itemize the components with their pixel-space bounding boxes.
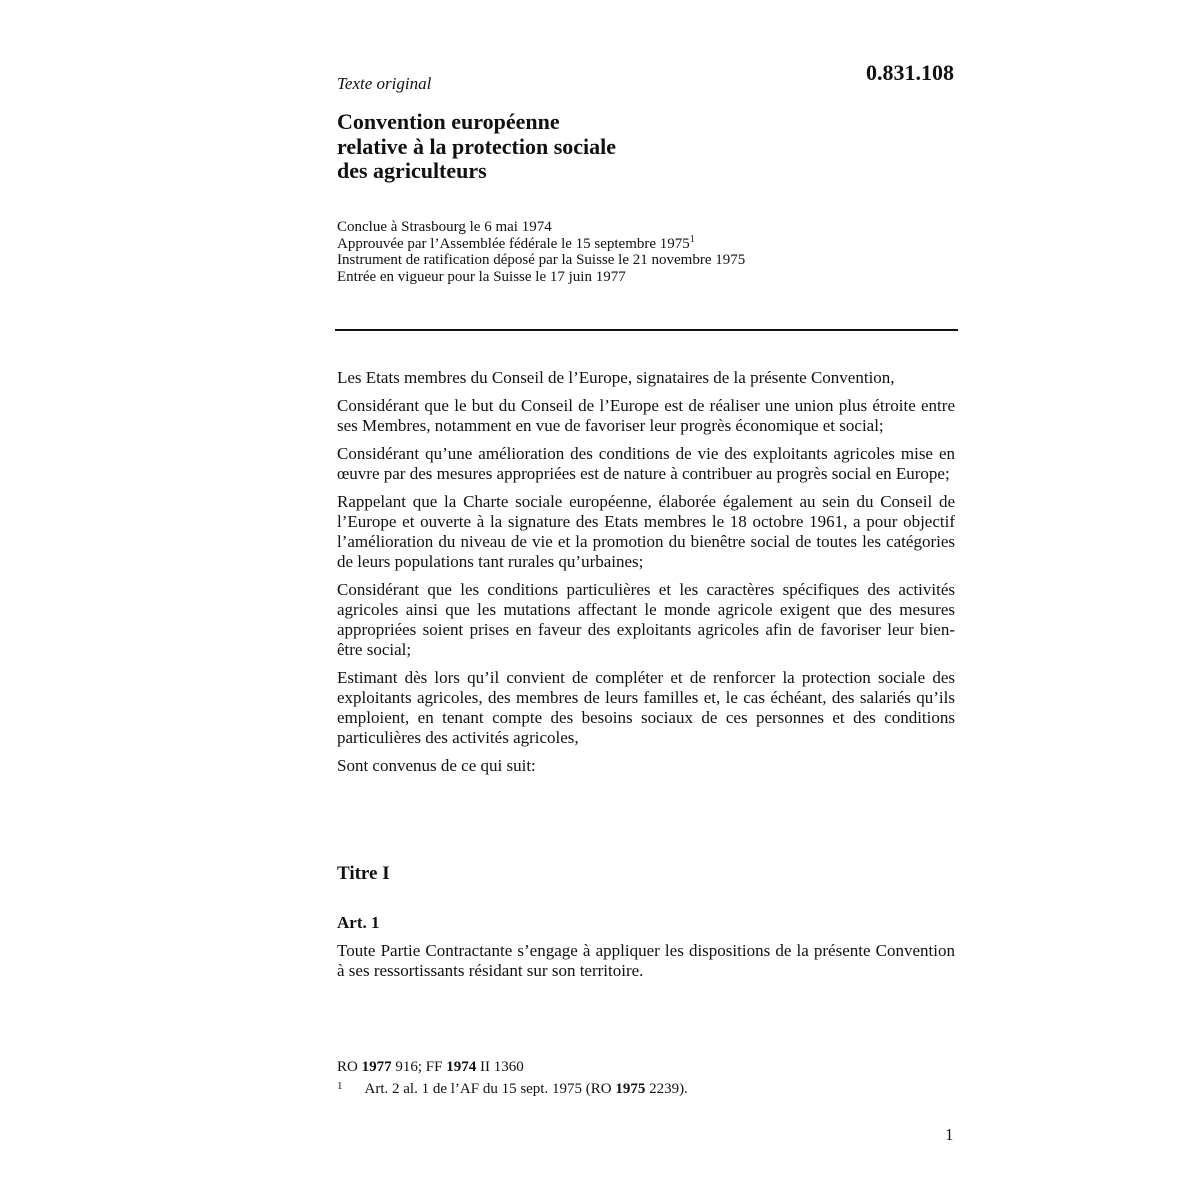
preamble-paragraph: Considérant que le but du Conseil de l’Europe est de réaliser une union plus étroite entre ses Membres, notamment en vue de favoriser leur progrès économique et social; xyxy=(337,396,955,435)
preamble-paragraph: Sont convenus de ce qui suit: xyxy=(337,756,536,775)
document-number: 0.831.108 xyxy=(866,60,954,85)
preamble xyxy=(337,368,955,784)
title-line: relative à la protection sociale xyxy=(337,133,617,159)
meta-line: Conclue à Strasbourg le 6 mai 1974 xyxy=(337,219,552,235)
preamble-paragraph: Considérant qu’une amélioration des conditions de vie des exploitants agricoles mise en œuvre par des mesures appropriées est de nature à contribuer au progrès social en Europe; xyxy=(337,444,955,483)
meta-line: Entrée en vigueur pour la Suisse le 17 juin 1977 xyxy=(337,268,626,285)
preamble-paragraph: Considérant que les conditions particulières et les caractères spécifiques des activités agricoles ainsi que les mutations affectant le monde agricole exigent que des mesures appropriées soient prises en faveur des exploitants agricoles afin de favoriser leur bien-être social; xyxy=(337,580,955,659)
document-title xyxy=(337,110,957,184)
footnote-text-bold: 1975 xyxy=(615,1081,646,1097)
footnote-text: Art. 2 al. 1 de l’AF du 15 sept. 1975 (RO xyxy=(364,1081,616,1097)
meta-line-text: Approuvée par l’Assemblée fédérale le 15 septembre 1975 xyxy=(337,235,690,252)
title-line: des agriculteurs xyxy=(337,158,487,183)
footnote-mark[interactable]: 1 xyxy=(689,233,695,245)
footnote-number: 1 xyxy=(337,1080,343,1092)
footnote xyxy=(337,1080,688,1098)
ref-part-bold: 1974 xyxy=(446,1059,477,1075)
ref-part: RO xyxy=(337,1059,362,1075)
ref-part: 916; FF xyxy=(391,1059,447,1075)
preamble-paragraph: Estimant dès lors qu’il convient de compléter et de renforcer la protection sociale des exploitants agricoles, des membres de leurs familles et, le cas échéant, des salariés qu’ils emploient, en tenant compte des besoins sociaux de ces personnes et des conditions particulières des activités agricoles, xyxy=(337,668,955,747)
section-heading: Titre I xyxy=(337,863,390,884)
meta-line: Instrument de ratification déposé par la Suisse le 21 novembre 1975 xyxy=(337,252,746,268)
page-number: 1 xyxy=(945,1125,954,1144)
article-text: Toute Partie Contractante s’engage à appliquer les dispositions de la présente Convention à ses ressortissants résidant sur son territoire. xyxy=(337,941,955,980)
ref-part-bold: 1977 xyxy=(361,1059,392,1075)
document-metadata xyxy=(337,219,745,285)
article-heading: Art. 1 xyxy=(337,913,380,932)
title-line: Convention européenne xyxy=(337,109,560,134)
document-label: Texte original xyxy=(337,74,432,93)
footnote-text: 2239). xyxy=(645,1081,688,1097)
preamble-paragraph: Rappelant que la Charte sociale européenne, élaborée également au sein du Conseil de l’Europe et ouverte à la signature des Etats membres le 18 octobre 1961, a pour objectif l’amélioration du niveau de vie et la promotion du bienêtre social de toutes les catégories de leurs populations tant rurales qu’urbaines; xyxy=(337,492,955,571)
preamble-paragraph: Les Etats membres du Conseil de l’Europe, signataires de la présente Convention, xyxy=(337,368,895,387)
publication-reference xyxy=(337,1059,524,1076)
section-divider xyxy=(335,329,958,331)
meta-line xyxy=(337,233,745,253)
ref-part: II 1360 xyxy=(476,1059,524,1075)
